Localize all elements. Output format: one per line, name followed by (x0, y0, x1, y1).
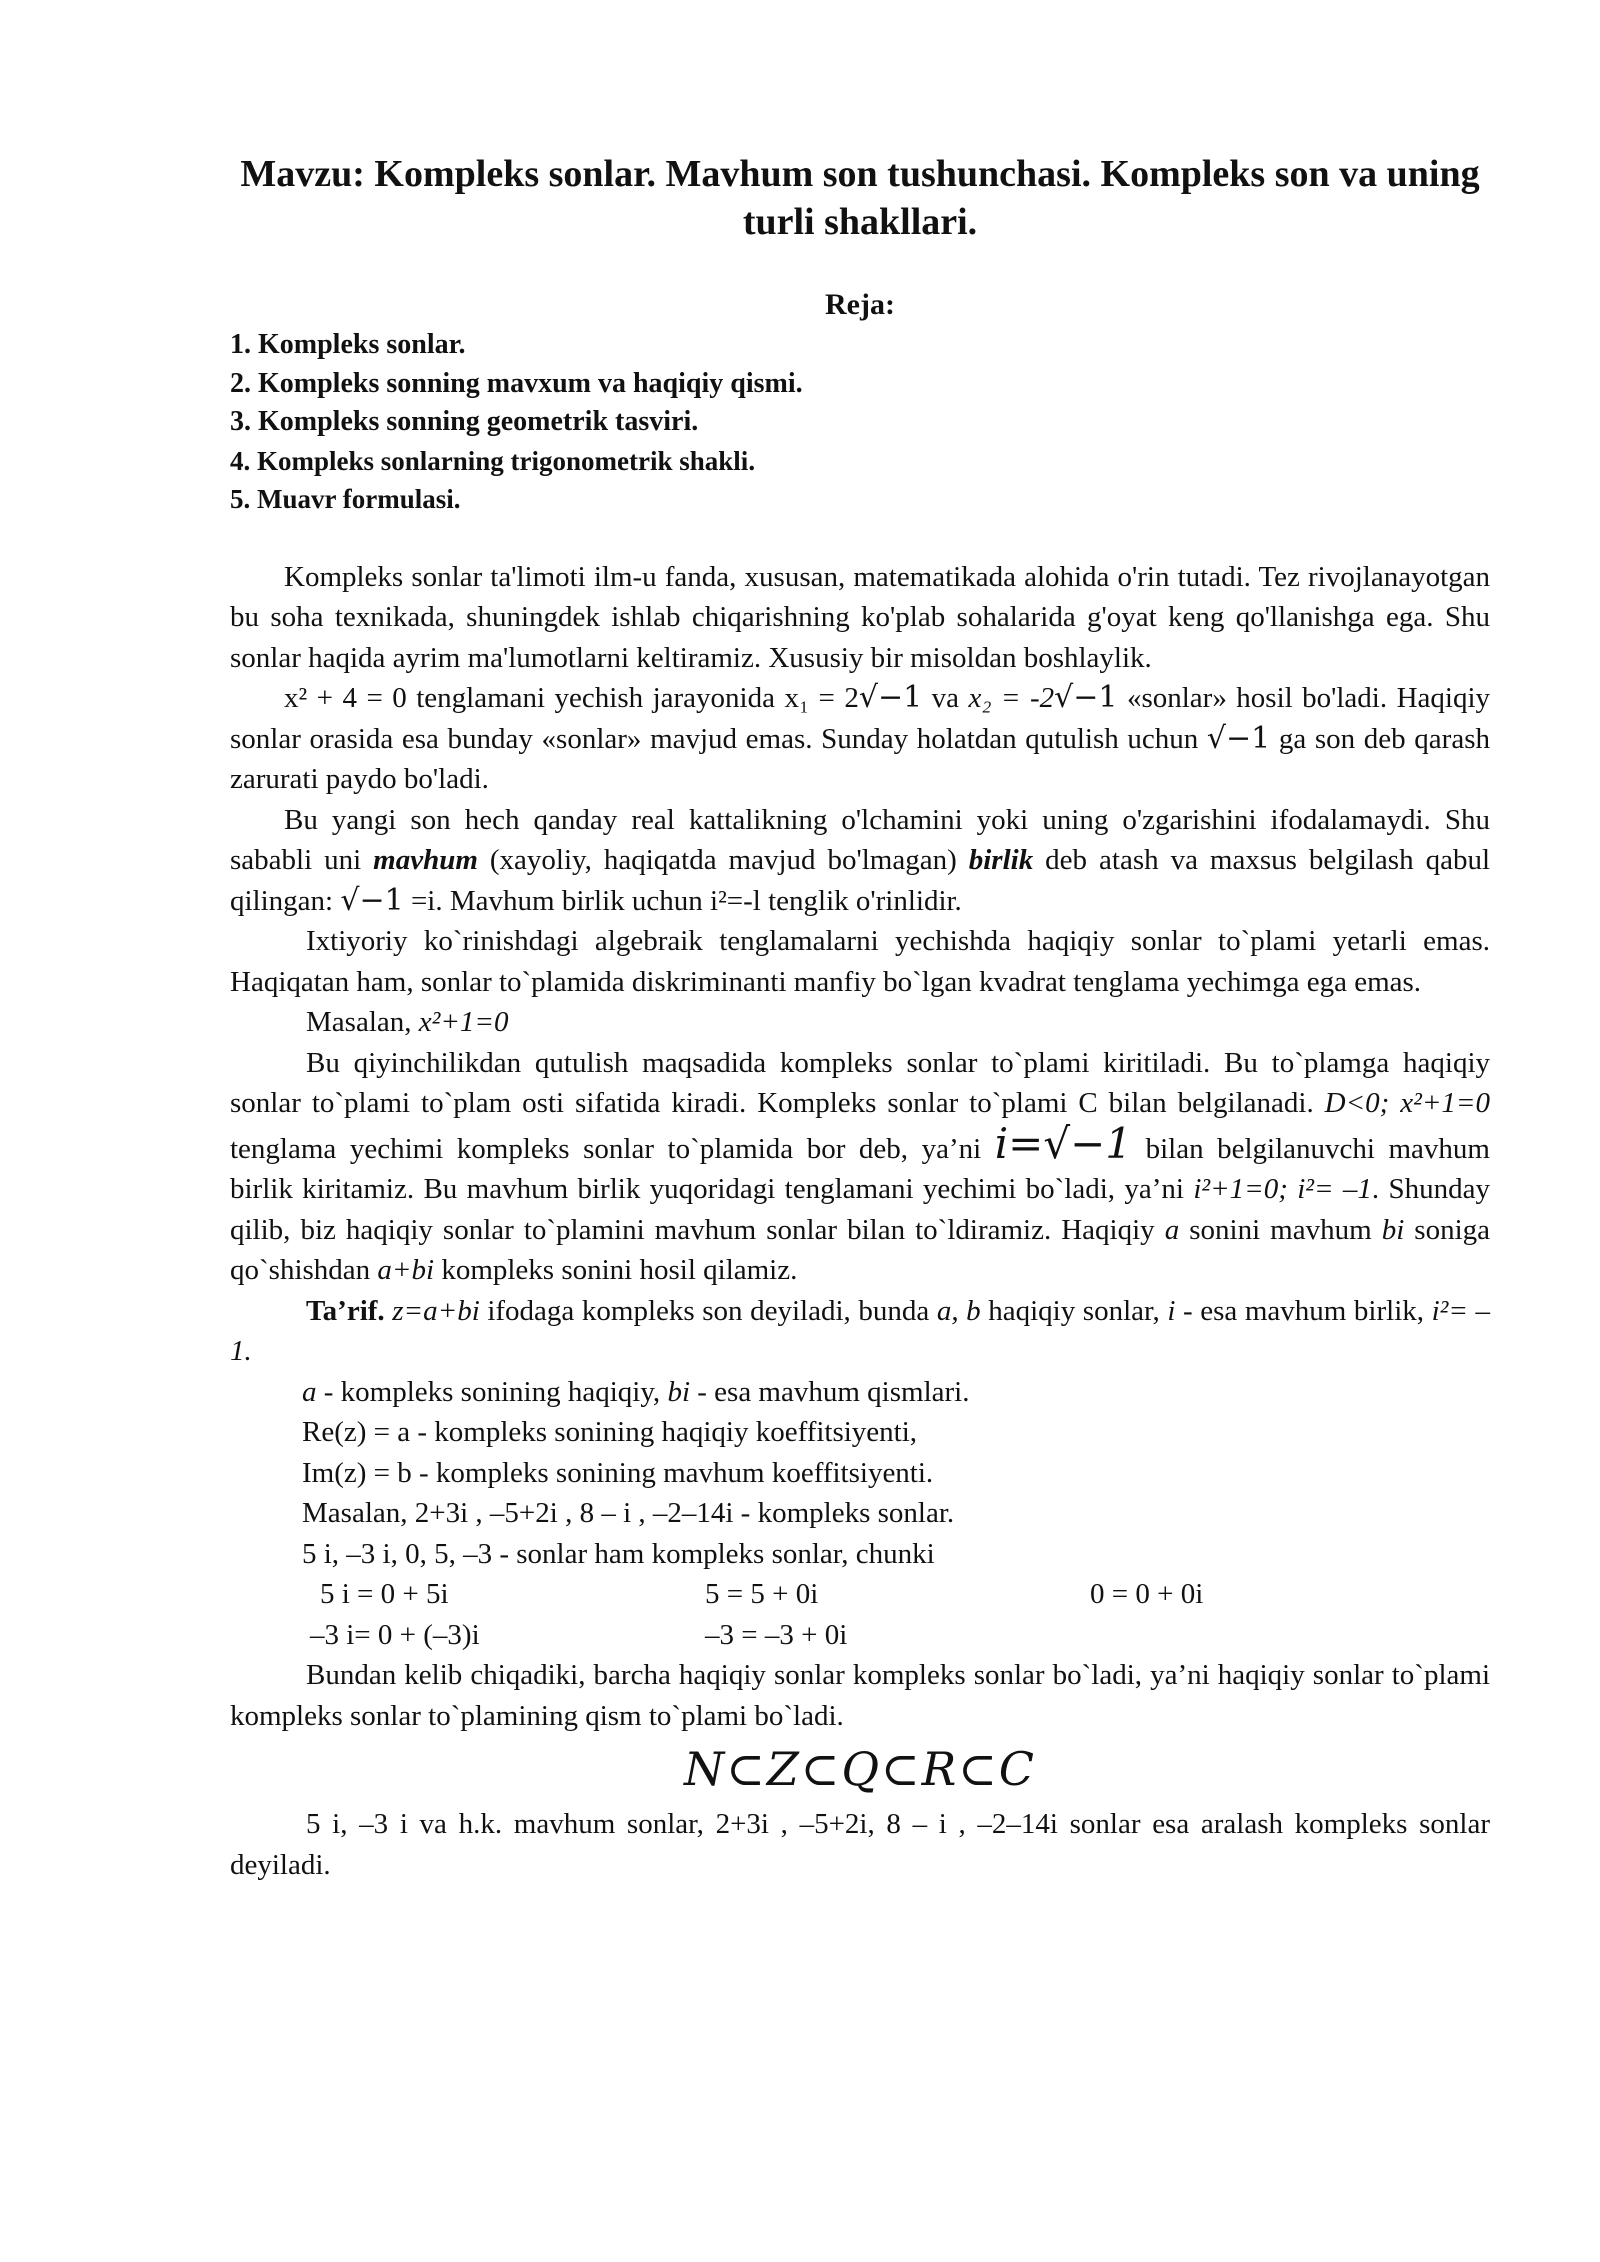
paragraph-equation (230, 678, 1490, 800)
paragraph-conclusion: Bundan kelib chiqadiki, barcha haqiqiy sonlar kompleks sonlar bo`ladi, ya’ni haqiqiy sonlar to`plami kompleks sonlar to`plamining qism to`plami bo`ladi. (230, 1659, 1490, 1732)
definition-label: Ta’rif. (306, 1294, 385, 1327)
text-span: - kompleks sonining haqiqiy, (316, 1375, 668, 1408)
text-span: ga son deb qarash zarurati paydo bo'ladi. (230, 722, 1490, 795)
text-span: tenglamani yechish jarayonida (406, 682, 785, 714)
term-mavhum: mavhum (373, 844, 478, 876)
text-span: - esa mavhum qismlari. (690, 1375, 970, 1408)
paragraph-definition (230, 1291, 1490, 1372)
equation-text: D<0; x²+1=0 (1324, 1087, 1490, 1119)
paragraph-complex-set (230, 1043, 1490, 1291)
text-span: (xayoliy, haqiqatda mavjud bo'lmagan) (477, 844, 969, 876)
table-cell: 0 = 0 + 0i (1090, 1578, 1204, 1610)
page-title: Mavzu: Kompleks sonlar. Mavhum son tushunchasi. Kompleks son va uning turli shakllari. (240, 153, 1480, 243)
paragraph-mixed: 5 i, –3 i va h.k. mavhum sonlar, 2+3i , –5+2i, 8 – i , –2–14i sonlar esa aralash kompleks sonlar deyiladi. (230, 1808, 1490, 1881)
text-span: =i. Mavhum birlik uchun i²=-l tenglik o'rinlidir. (403, 884, 962, 917)
term-birlik: birlik (968, 844, 1034, 876)
table-cell: 5 i = 0 + 5i (320, 1578, 449, 1610)
paragraph-intro: Kompleks sonlar ta'limoti ilm-u fanda, xususan, matematikada alohida o'rin tutadi. Tez rivojlanayotgan bu soha texnikada, shuningdek ishlab chiqarishning ko'plab sohalarida g'oyat keng qo'llanishga ega. Shu sonlar haqida ayrim ma'lumotlarni keltiramiz. Xususiy bir misoldan boshlaylik. (230, 560, 1490, 674)
line-parts (230, 1372, 1490, 1413)
imaginary-unit-formula: i=√−1 (994, 1118, 1133, 1168)
text-span: ifodaga kompleks son deyiladi, bunda (487, 1294, 937, 1327)
table-cell: –3 i= 0 + (–3)i (310, 1618, 480, 1651)
var-bi: bi (667, 1375, 690, 1408)
x1-text: x₁ = 2 (784, 682, 859, 714)
text-span: bilan belgilanuvchi mavhum birlik kiritamiz. Bu mavhum birlik yuqoridagi tenglamani yechimi bo`ladi, ya’ni (230, 1132, 1490, 1205)
line-examples: Masalan, 2+3i , –5+2i , 8 – i , –2–14i - kompleks sonlar. (302, 1497, 955, 1529)
text-span: tenglama yechimi kompleks sonlar to`plamida bor deb, ya’ni (230, 1132, 995, 1165)
plan-heading: Reja: (825, 288, 895, 321)
equation-text: i²= –1. (230, 1294, 1490, 1367)
sqrt-minus-one: √−1 (858, 680, 923, 715)
text-span: va (922, 682, 969, 714)
paragraph-algebraic: Ixtiyoriy ko`rinishdagi algebraik tenglamalarni yechishda haqiqiy sonlar to`plami yetarli emas. Haqiqatan ham, sonlar to`plamida diskriminanti manfiy bo`lgan kvadrat tenglama yechimga ega emas. (230, 925, 1490, 998)
line-im: Im(z) = b - kompleks sonining mavhum koeffitsiyenti. (302, 1456, 934, 1489)
plan-item: 2. Kompleks sonning mavxum va haqiqiy qismi. (230, 367, 803, 399)
paragraph-example (230, 1002, 1490, 1043)
plan-item: 3. Kompleks sonning geometrik tasviri. (230, 406, 699, 437)
text-span: «sonlar» hosil bo'ladi. Haqiqiy sonlar orasida esa bunday «sonlar» mavjud emas. Sunday holatdan qutulish uchun (230, 682, 1491, 755)
plan-item: 5. Muavr formulasi. (230, 484, 461, 514)
sqrt-minus-one: √−1 (1206, 720, 1271, 756)
text-span: . Shunday qilib, biz haqiqiy sonlar to`plamini mavhum sonlar bilan to`ldiramiz. Haqiqiy (230, 1173, 1490, 1246)
x2-text: x₂ = -2 (968, 682, 1055, 714)
equation-text: z=a+bi (384, 1294, 488, 1327)
plan-item: 4. Kompleks sonlarning trigonometrik shakli. (230, 445, 756, 476)
var-abi: a+bi (377, 1254, 435, 1286)
sqrt-minus-one: √−1 (1054, 680, 1118, 715)
var-a: a (1164, 1213, 1180, 1246)
line-also-complex: 5 i, –3 i, 0, 5, –3 - sonlar ham kompleks sonlar, chunki (302, 1537, 935, 1570)
text-span: Bu qiyinchilikdan qutulish maqsadida kompleks sonlar to`plami kiritiladi. Bu to`plamga haqiqiy sonlar to`plami to`plam osti sifatida kiradi. Kompleks sonlar to`plami C bilan belgilanadi. (230, 1046, 1490, 1119)
text-span: Bu yangi son hech qanday real kattalikning o'lchamini yoki uning o'zgarishini ifodalamaydi. Shu sababli uni (230, 803, 1490, 876)
table-row (230, 1615, 1490, 1656)
text-span: - esa mavhum birlik, (1175, 1294, 1432, 1327)
equation-text: x²+1=0 (418, 1006, 509, 1038)
document-page (230, 150, 1490, 1885)
text-span: kompleks sonini hosil qilamiz. (434, 1254, 798, 1286)
equation-text: i²+1=0; i²= –1 (1193, 1173, 1372, 1205)
text-span: deb atash va maxsus belgilash qabul qilingan: (230, 844, 1490, 917)
plan-list (230, 326, 1490, 519)
var-i: i (1167, 1294, 1176, 1327)
text-span: sonini mavhum (1179, 1213, 1382, 1246)
sqrt-minus-one: √−1 (340, 882, 404, 918)
var-a: a (302, 1375, 317, 1408)
set-inclusion-formula: N⊂Z⊂Q⊂R⊂C (684, 1742, 1036, 1796)
var-bi: bi (1381, 1213, 1405, 1246)
table-cell: 5 = 5 + 0i (705, 1578, 819, 1610)
table-row (230, 1574, 1490, 1615)
var-ab: a, b (936, 1294, 981, 1327)
plan-item: 1. Kompleks sonlar. (230, 329, 466, 360)
equation-text: x² + 4 = 0 (284, 682, 407, 714)
paragraph-imaginary-unit (230, 800, 1490, 922)
table-cell: –3 = –3 + 0i (705, 1618, 848, 1651)
text-span: soniga qo`shishdan (230, 1213, 1490, 1286)
text-span: Masalan, (306, 1006, 419, 1038)
line-re: Re(z) = a - kompleks sonining haqiqiy koeffitsiyenti, (302, 1416, 918, 1448)
text-span: haqiqiy sonlar, (980, 1294, 1168, 1327)
